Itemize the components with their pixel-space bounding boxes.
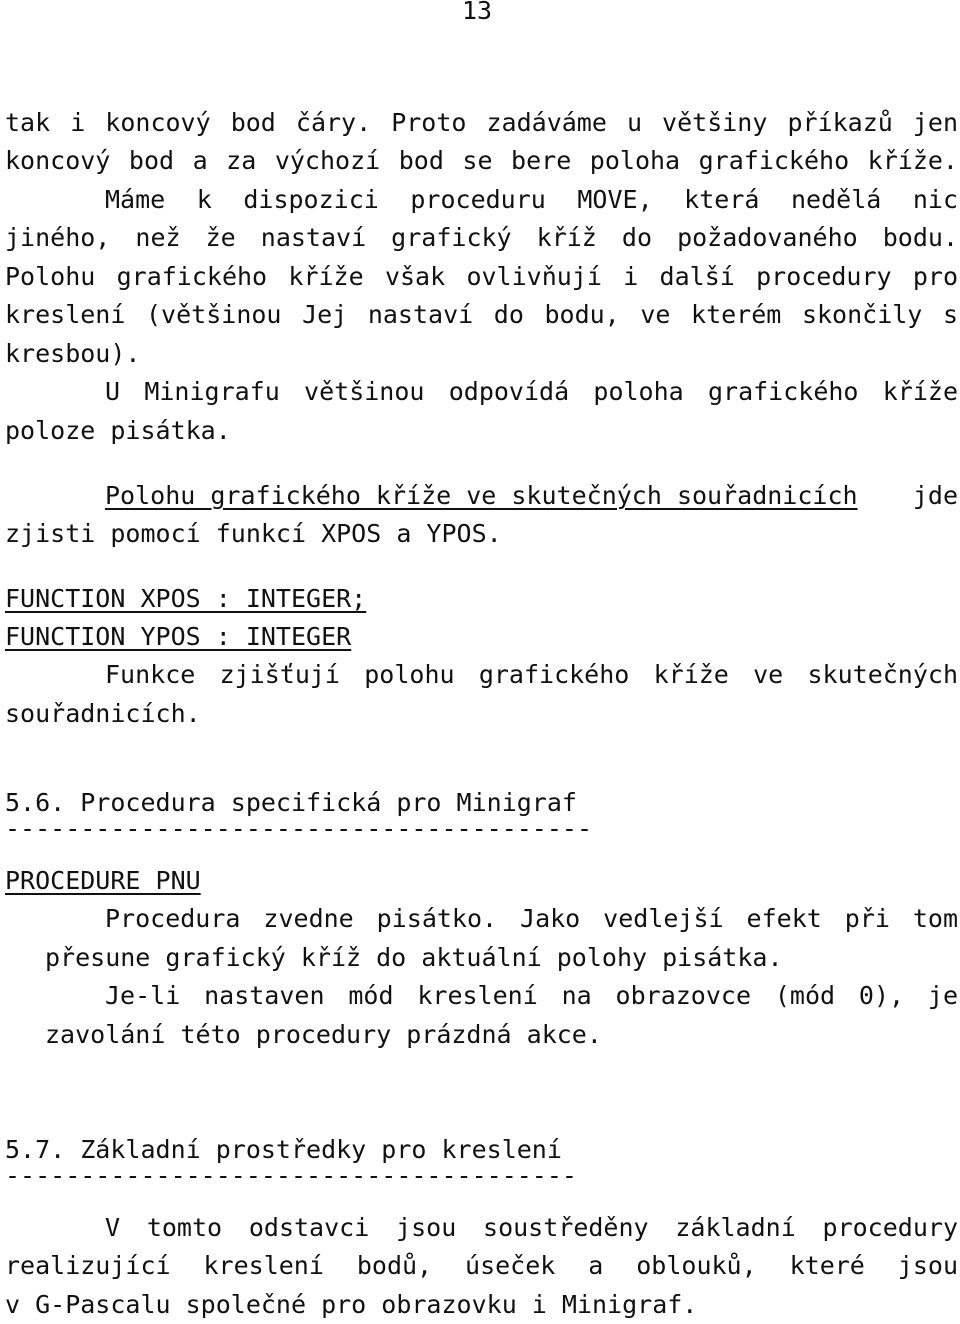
page-number: 13 — [462, 0, 493, 25]
body-line: Máme k dispozici proceduru MOVE, která nedělá nic — [105, 185, 958, 214]
body-line: Je-li nastaven mód kreslení na obrazovce (mód 0), je — [105, 981, 958, 1010]
body-line: U Minigrafu většinou odpovídá poloha grafického kříže — [105, 377, 958, 406]
heading-rule: --------------------------------------- — [5, 814, 592, 843]
body-line: zavolání této procedury prázdná akce. — [45, 1020, 602, 1049]
body-text: jde — [912, 481, 958, 510]
body-line: Procedura zvedne pisátko. Jako vedlejší efekt při tom — [105, 904, 958, 933]
heading-rule: -------------------------------------- — [5, 1161, 577, 1190]
body-line: realizující kreslení bodů, úseček a oblouků, které jsou — [5, 1251, 958, 1280]
body-line: zjisti pomocí funkcí XPOS a YPOS. — [5, 519, 502, 548]
function-description: souřadnicích. — [5, 699, 201, 728]
body-line: kreslení (většinou Jej nastaví do bodu, ve kterém skončily s — [5, 300, 958, 329]
body-line: v G-Pascalu společné pro obrazovku i Minigraf. — [5, 1290, 698, 1319]
body-line: jiného, než že nastaví grafický kříž do požadovaného bodu. — [5, 223, 958, 252]
body-line: poloze pisátka. — [5, 416, 231, 445]
body-line: kresbou). — [5, 339, 141, 368]
body-line: koncový bod a za výchozí bod se bere poloha grafického kříže. — [5, 146, 958, 175]
body-line: přesune grafický kříž do aktuální polohy pisátka. — [45, 943, 783, 972]
body-line: V tomto odstavci jsou soustředěny základní procedury — [105, 1213, 958, 1242]
body-line: Polohu grafického kříže však ovlivňují i další procedury pro — [5, 262, 958, 291]
underlined-phrase: Polohu grafického kříže ve skutečných souřadnicích — [105, 481, 858, 510]
function-description: Funkce zjišťují polohu grafického kříže ve skutečných — [105, 660, 958, 689]
section-heading: 5.7. Základní prostředky pro kreslení — [5, 1135, 562, 1164]
procedure-declaration: PROCEDURE PNU — [5, 866, 201, 895]
function-declaration-ypos: FUNCTION YPOS : INTEGER — [5, 622, 352, 651]
function-declaration-xpos: FUNCTION XPOS : INTEGER; — [5, 584, 367, 613]
section-heading: 5.6. Procedura specifická pro Minigraf — [5, 788, 577, 817]
body-line: tak i koncový bod čáry. Proto zadáváme u většiny příkazů jen — [5, 108, 958, 137]
body-line — [105, 477, 958, 515]
